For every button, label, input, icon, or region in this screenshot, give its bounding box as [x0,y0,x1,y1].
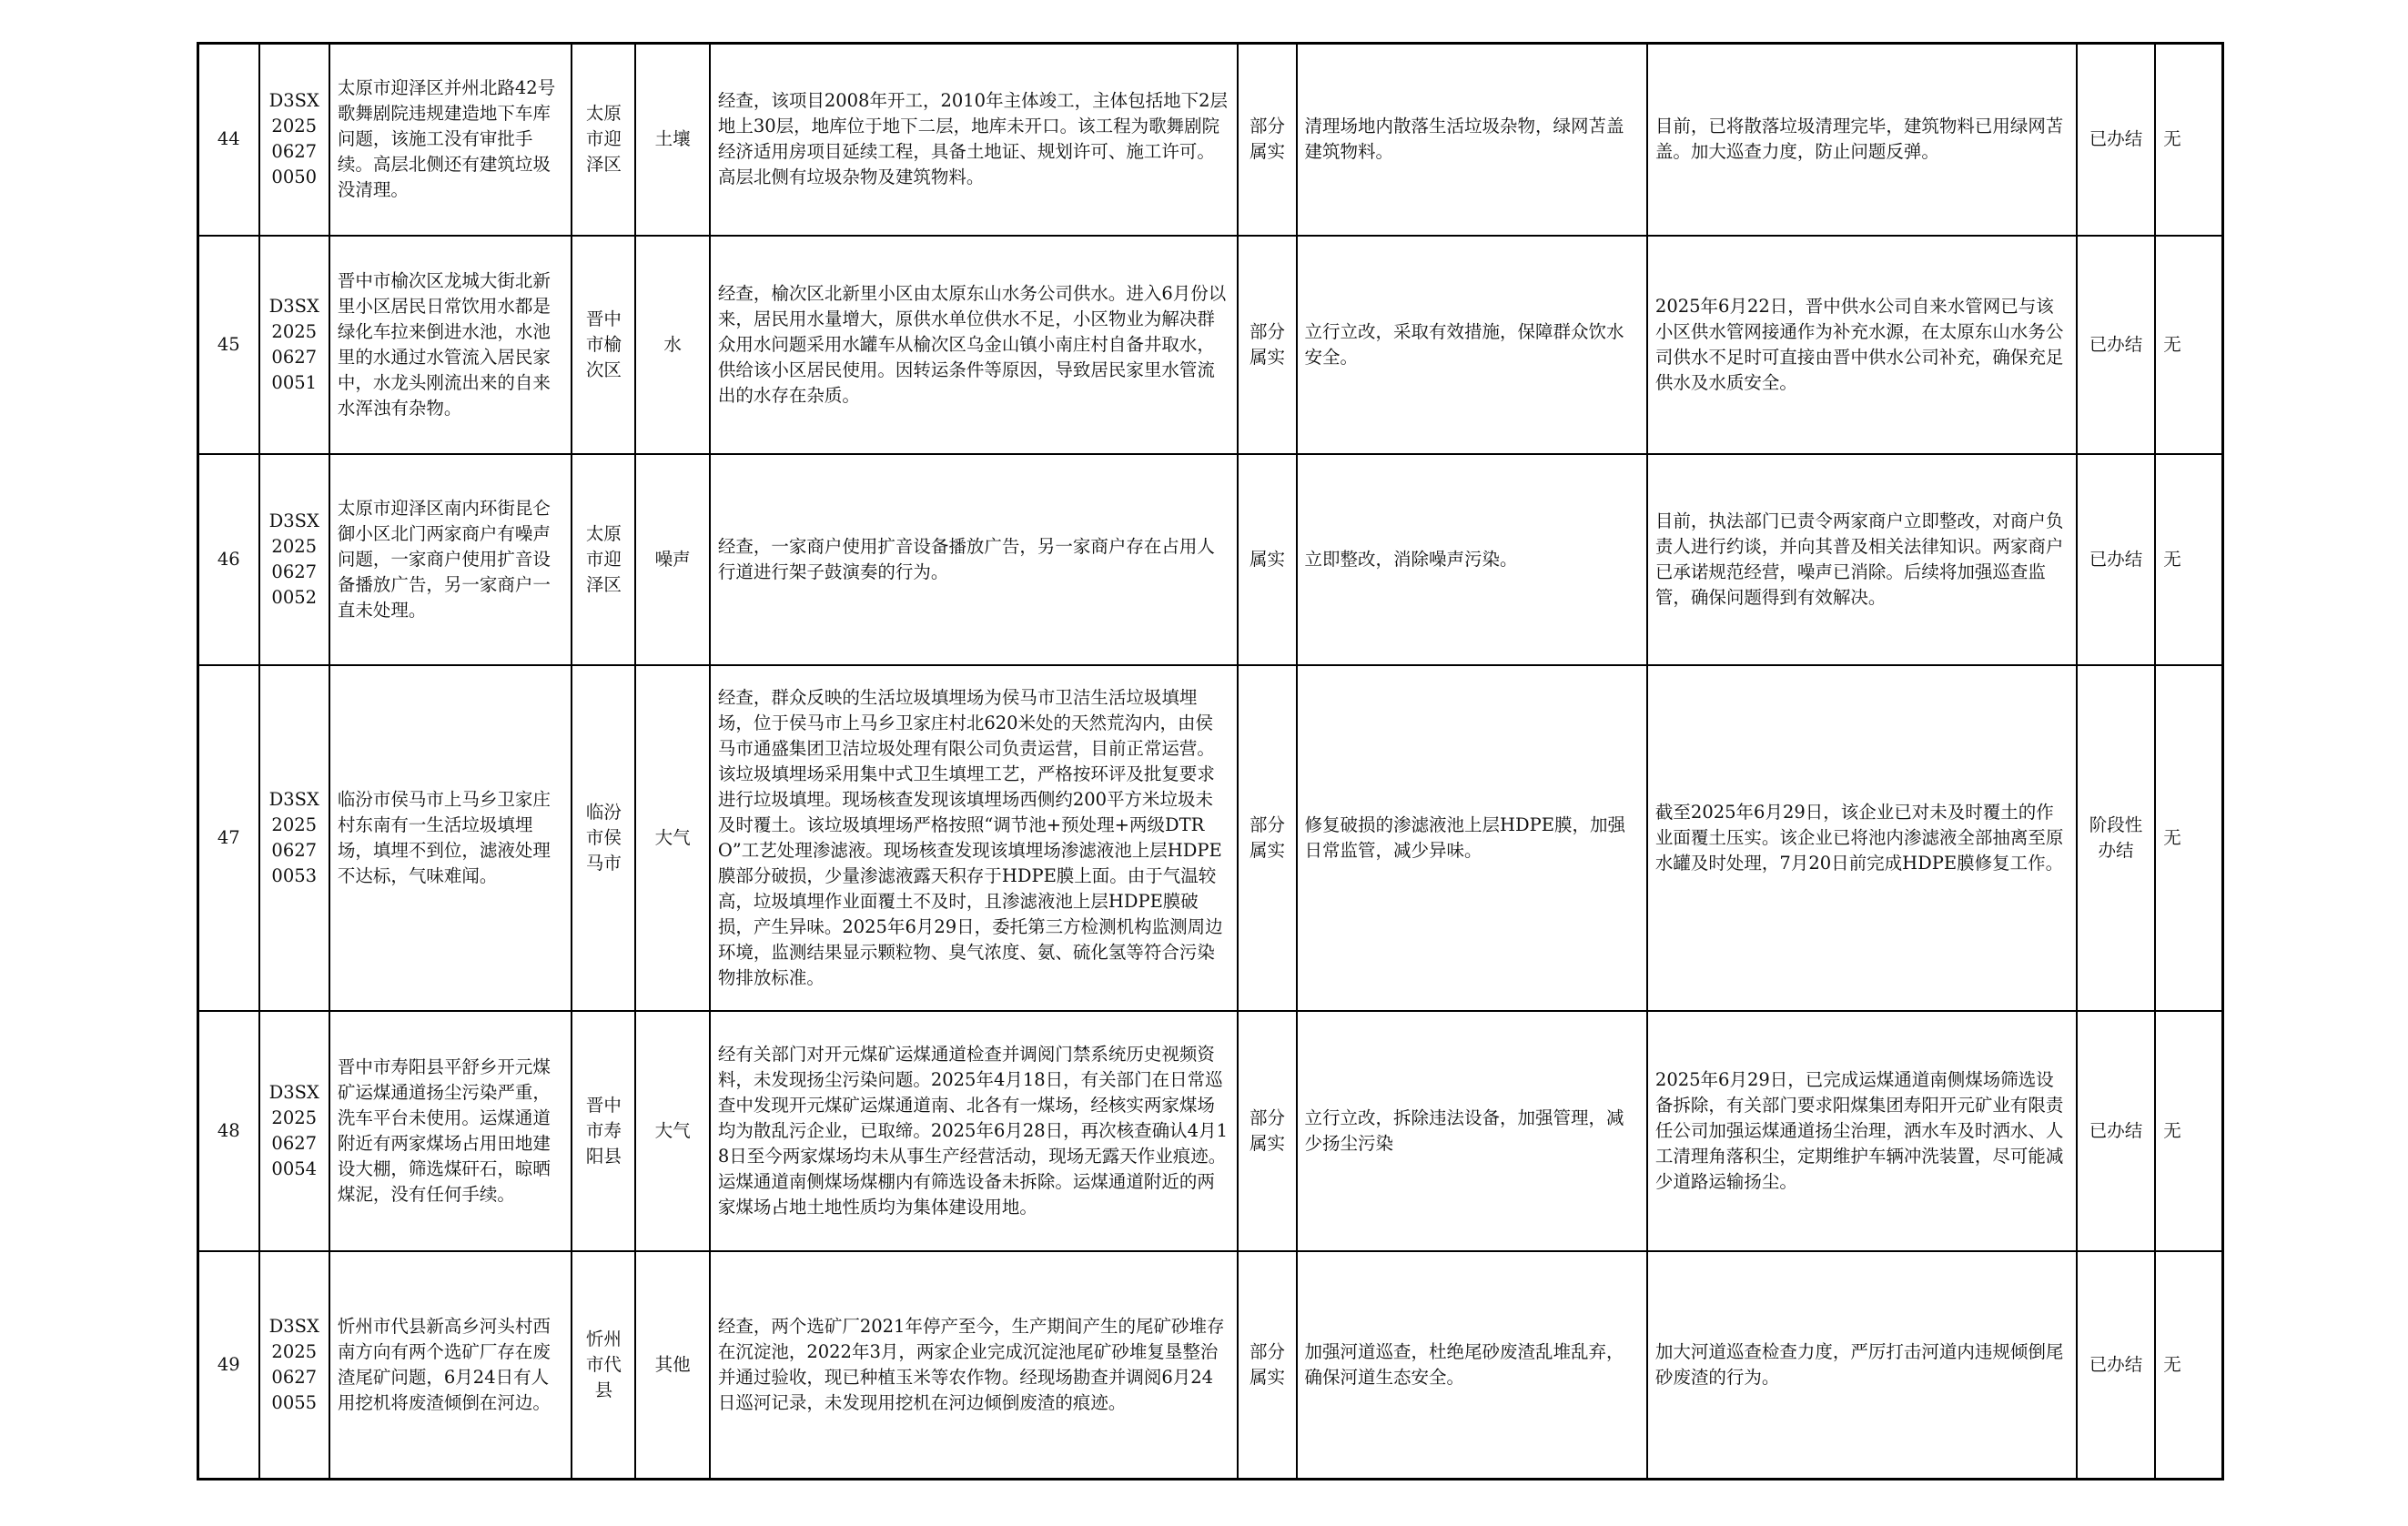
table-row [198,1251,2223,1480]
rectification-progress: 2025年6月29日，已完成运煤通道南侧煤场筛选设备拆除，有关部门要求阳煤集团寿阳开元矿业有限责任公司加强运煤通道扬尘治理，洒水车及时洒水、人工清理角落积尘，定期维护车辆冲洗装置，尽可能减少道路运输扬尘。 [1647,1011,2077,1251]
investigation-result: 经查，群众反映的生活垃圾填埋场为侯马市卫洁生活垃圾填埋场，位于侯马市上马乡卫家庄村北620米处的天然荒沟内，由侯马市通盛集团卫洁垃圾处理有限公司负责运营，目前正常运营。该垃圾填埋场采用集中式卫生填埋工艺，严格按环评及批复要求进行垃圾填埋。现场核查发现该填埋场西侧约200平方米垃圾未及时覆土。该垃圾填埋场严格按照“调节池+预处理+两级DTRO”工艺处理渗滤液。现场核查发现该填埋场渗滤液池上层HDPE膜部分破损，少量渗滤液露天积存于HDPE膜上面。由于气温较高，垃圾填埋作业面覆土不及时，且渗滤液池上层HDPE膜破损，产生异味。2025年6月29日，委托第三方检测机构监测周边环境，监测结果显示颗粒物、臭气浓度、氨、硫化氢等符合污染物排放标准。 [710,665,1239,1011]
accountability: 无 [2155,454,2222,665]
verdict: 部分属实 [1238,236,1296,454]
accountability: 无 [2155,1011,2222,1251]
row-number: 45 [198,236,259,454]
table-row [198,1011,2223,1251]
investigation-result: 经查，榆次区北新里小区由太原东山水务公司供水。进入6月份以来，居民用水量增大，原供水单位供水不足，小区物业为解决群众用水问题采用水罐车从榆次区乌金山镇小南庄村自备井取水，供给该小区居民使用。因转运条件等原因，导致居民家里水管流出的水存在杂质。 [710,236,1239,454]
complaint-code: D3SX202506270050 [259,44,329,236]
handling-status: 已办结 [2077,454,2155,665]
handling-status: 阶段性办结 [2077,665,2155,1011]
complaint-content: 太原市迎泽区南内环街昆仑御小区北门两家商户有噪声问题，一家商户使用扩音设备播放广告，另一家商户一直未处理。 [329,454,572,665]
complaint-content: 晋中市榆次区龙城大街北新里小区居民日常饮用水都是绿化车拉来倒进水池，水池里的水通过水管流入居民家中，水龙头刚流出来的自来水浑浊有杂物。 [329,236,572,454]
rectification-progress: 2025年6月22日，晋中供水公司自来水管网已与该小区供水管网接通作为补充水源，在太原东山水务公司供水不足时可直接由晋中供水公司补充，确保充足供水及水质安全。 [1647,236,2077,454]
pollution-type: 大气 [635,1011,709,1251]
handling-status: 已办结 [2077,1251,2155,1480]
rectification-requirement: 立行立改，拆除违法设备，加强管理，减少扬尘污染 [1297,1011,1647,1251]
verdict: 部分属实 [1238,1011,1296,1251]
pollution-type: 其他 [635,1251,709,1480]
rectification-progress: 目前，已将散落垃圾清理完毕，建筑物料已用绿网苫盖。加大巡查力度，防止问题反弹。 [1647,44,2077,236]
accountability: 无 [2155,44,2222,236]
table-row [198,454,2223,665]
complaint-code: D3SX202506270054 [259,1011,329,1251]
verdict: 属实 [1238,454,1296,665]
complaint-content: 忻州市代县新高乡河头村西南方向有两个选矿厂存在废渣尾矿问题，6月24日有人用挖机将废渣倾倒在河边。 [329,1251,572,1480]
investigation-result: 经有关部门对开元煤矿运煤通道检查并调阅门禁系统历史视频资料，未发现扬尘污染问题。2025年4月18日，有关部门在日常巡查中发现开元煤矿运煤通道南、北各有一煤场，经核实两家煤场均为散乱污企业，已取缔。2025年6月28日，再次核查确认4月18日至今两家煤场均未从事生产经营活动，现场无露天作业痕迹。运煤通道南侧煤场煤棚内有筛选设备未拆除。运煤通道附近的两家煤场占地土地性质均为集体建设用地。 [710,1011,1239,1251]
pollution-type: 噪声 [635,454,709,665]
verdict: 部分属实 [1238,44,1296,236]
complaint-code: D3SX202506270053 [259,665,329,1011]
location: 晋中市榆次区 [572,236,635,454]
row-number: 46 [198,454,259,665]
complaint-code: D3SX202506270052 [259,454,329,665]
location: 临汾市侯马市 [572,665,635,1011]
handling-status: 已办结 [2077,44,2155,236]
investigation-result: 经查，一家商户使用扩音设备播放广告，另一家商户存在占用人行道进行架子鼓演奏的行为。 [710,454,1239,665]
row-number: 48 [198,1011,259,1251]
investigation-result: 经查，该项目2008年开工，2010年主体竣工，主体包括地下2层地上30层，地库位于地下二层，地库未开口。该工程为歌舞剧院经济适用房项目延续工程，具备土地证、规划许可、施工许可。高层北侧有垃圾杂物及建筑物料。 [710,44,1239,236]
accountability: 无 [2155,1251,2222,1480]
pollution-type: 大气 [635,665,709,1011]
complaint-table [197,42,2224,1481]
verdict: 部分属实 [1238,1251,1296,1480]
pollution-type: 土壤 [635,44,709,236]
verdict: 部分属实 [1238,665,1296,1011]
table-row [198,665,2223,1011]
location: 太原市迎泽区 [572,44,635,236]
rectification-progress: 目前，执法部门已责令两家商户立即整改，对商户负责人进行约谈，并向其普及相关法律知识。两家商户已承诺规范经营，噪声已消除。后续将加强巡查监管，确保问题得到有效解决。 [1647,454,2077,665]
complaint-content: 晋中市寿阳县平舒乡开元煤矿运煤通道扬尘污染严重，洗车平台未使用。运煤通道附近有两家煤场占用田地建设大棚，筛选煤矸石，晾晒煤泥，没有任何手续。 [329,1011,572,1251]
rectification-requirement: 立即整改，消除噪声污染。 [1297,454,1647,665]
location: 忻州市代县 [572,1251,635,1480]
rectification-progress: 截至2025年6月29日，该企业已对未及时覆土的作业面覆土压实。该企业已将池内渗滤液全部抽离至原水罐及时处理，7月20日前完成HDPE膜修复工作。 [1647,665,2077,1011]
location: 太原市迎泽区 [572,454,635,665]
pollution-type: 水 [635,236,709,454]
table-row [198,44,2223,236]
row-number: 44 [198,44,259,236]
handling-status: 已办结 [2077,1011,2155,1251]
accountability: 无 [2155,665,2222,1011]
handling-status: 已办结 [2077,236,2155,454]
rectification-requirement: 清理场地内散落生活垃圾杂物，绿网苫盖建筑物料。 [1297,44,1647,236]
location: 晋中市寿阳县 [572,1011,635,1251]
row-number: 47 [198,665,259,1011]
complaint-content: 临汾市侯马市上马乡卫家庄村东南有一生活垃圾填埋场，填埋不到位，滤液处理不达标，气味难闻。 [329,665,572,1011]
rectification-requirement: 加强河道巡查，杜绝尾砂废渣乱堆乱弃，确保河道生态安全。 [1297,1251,1647,1480]
accountability: 无 [2155,236,2222,454]
table-row [198,236,2223,454]
row-number: 49 [198,1251,259,1480]
investigation-result: 经查，两个选矿厂2021年停产至今，生产期间产生的尾矿砂堆存在沉淀池，2022年3月，两家企业完成沉淀池尾矿砂堆复垦整治并通过验收，现已种植玉米等农作物。经现场勘查并调阅6月24日巡河记录，未发现用挖机在河边倾倒废渣的痕迹。 [710,1251,1239,1480]
complaint-content: 太原市迎泽区并州北路42号歌舞剧院违规建造地下车库问题，该施工没有审批手续。高层北侧还有建筑垃圾没清理。 [329,44,572,236]
complaint-code: D3SX202506270055 [259,1251,329,1480]
rectification-requirement: 立行立改，采取有效措施，保障群众饮水安全。 [1297,236,1647,454]
rectification-progress: 加大河道巡查检查力度，严厉打击河道内违规倾倒尾砂废渣的行为。 [1647,1251,2077,1480]
complaint-code: D3SX202506270051 [259,236,329,454]
rectification-requirement: 修复破损的渗滤液池上层HDPE膜，加强日常监管，减少异味。 [1297,665,1647,1011]
